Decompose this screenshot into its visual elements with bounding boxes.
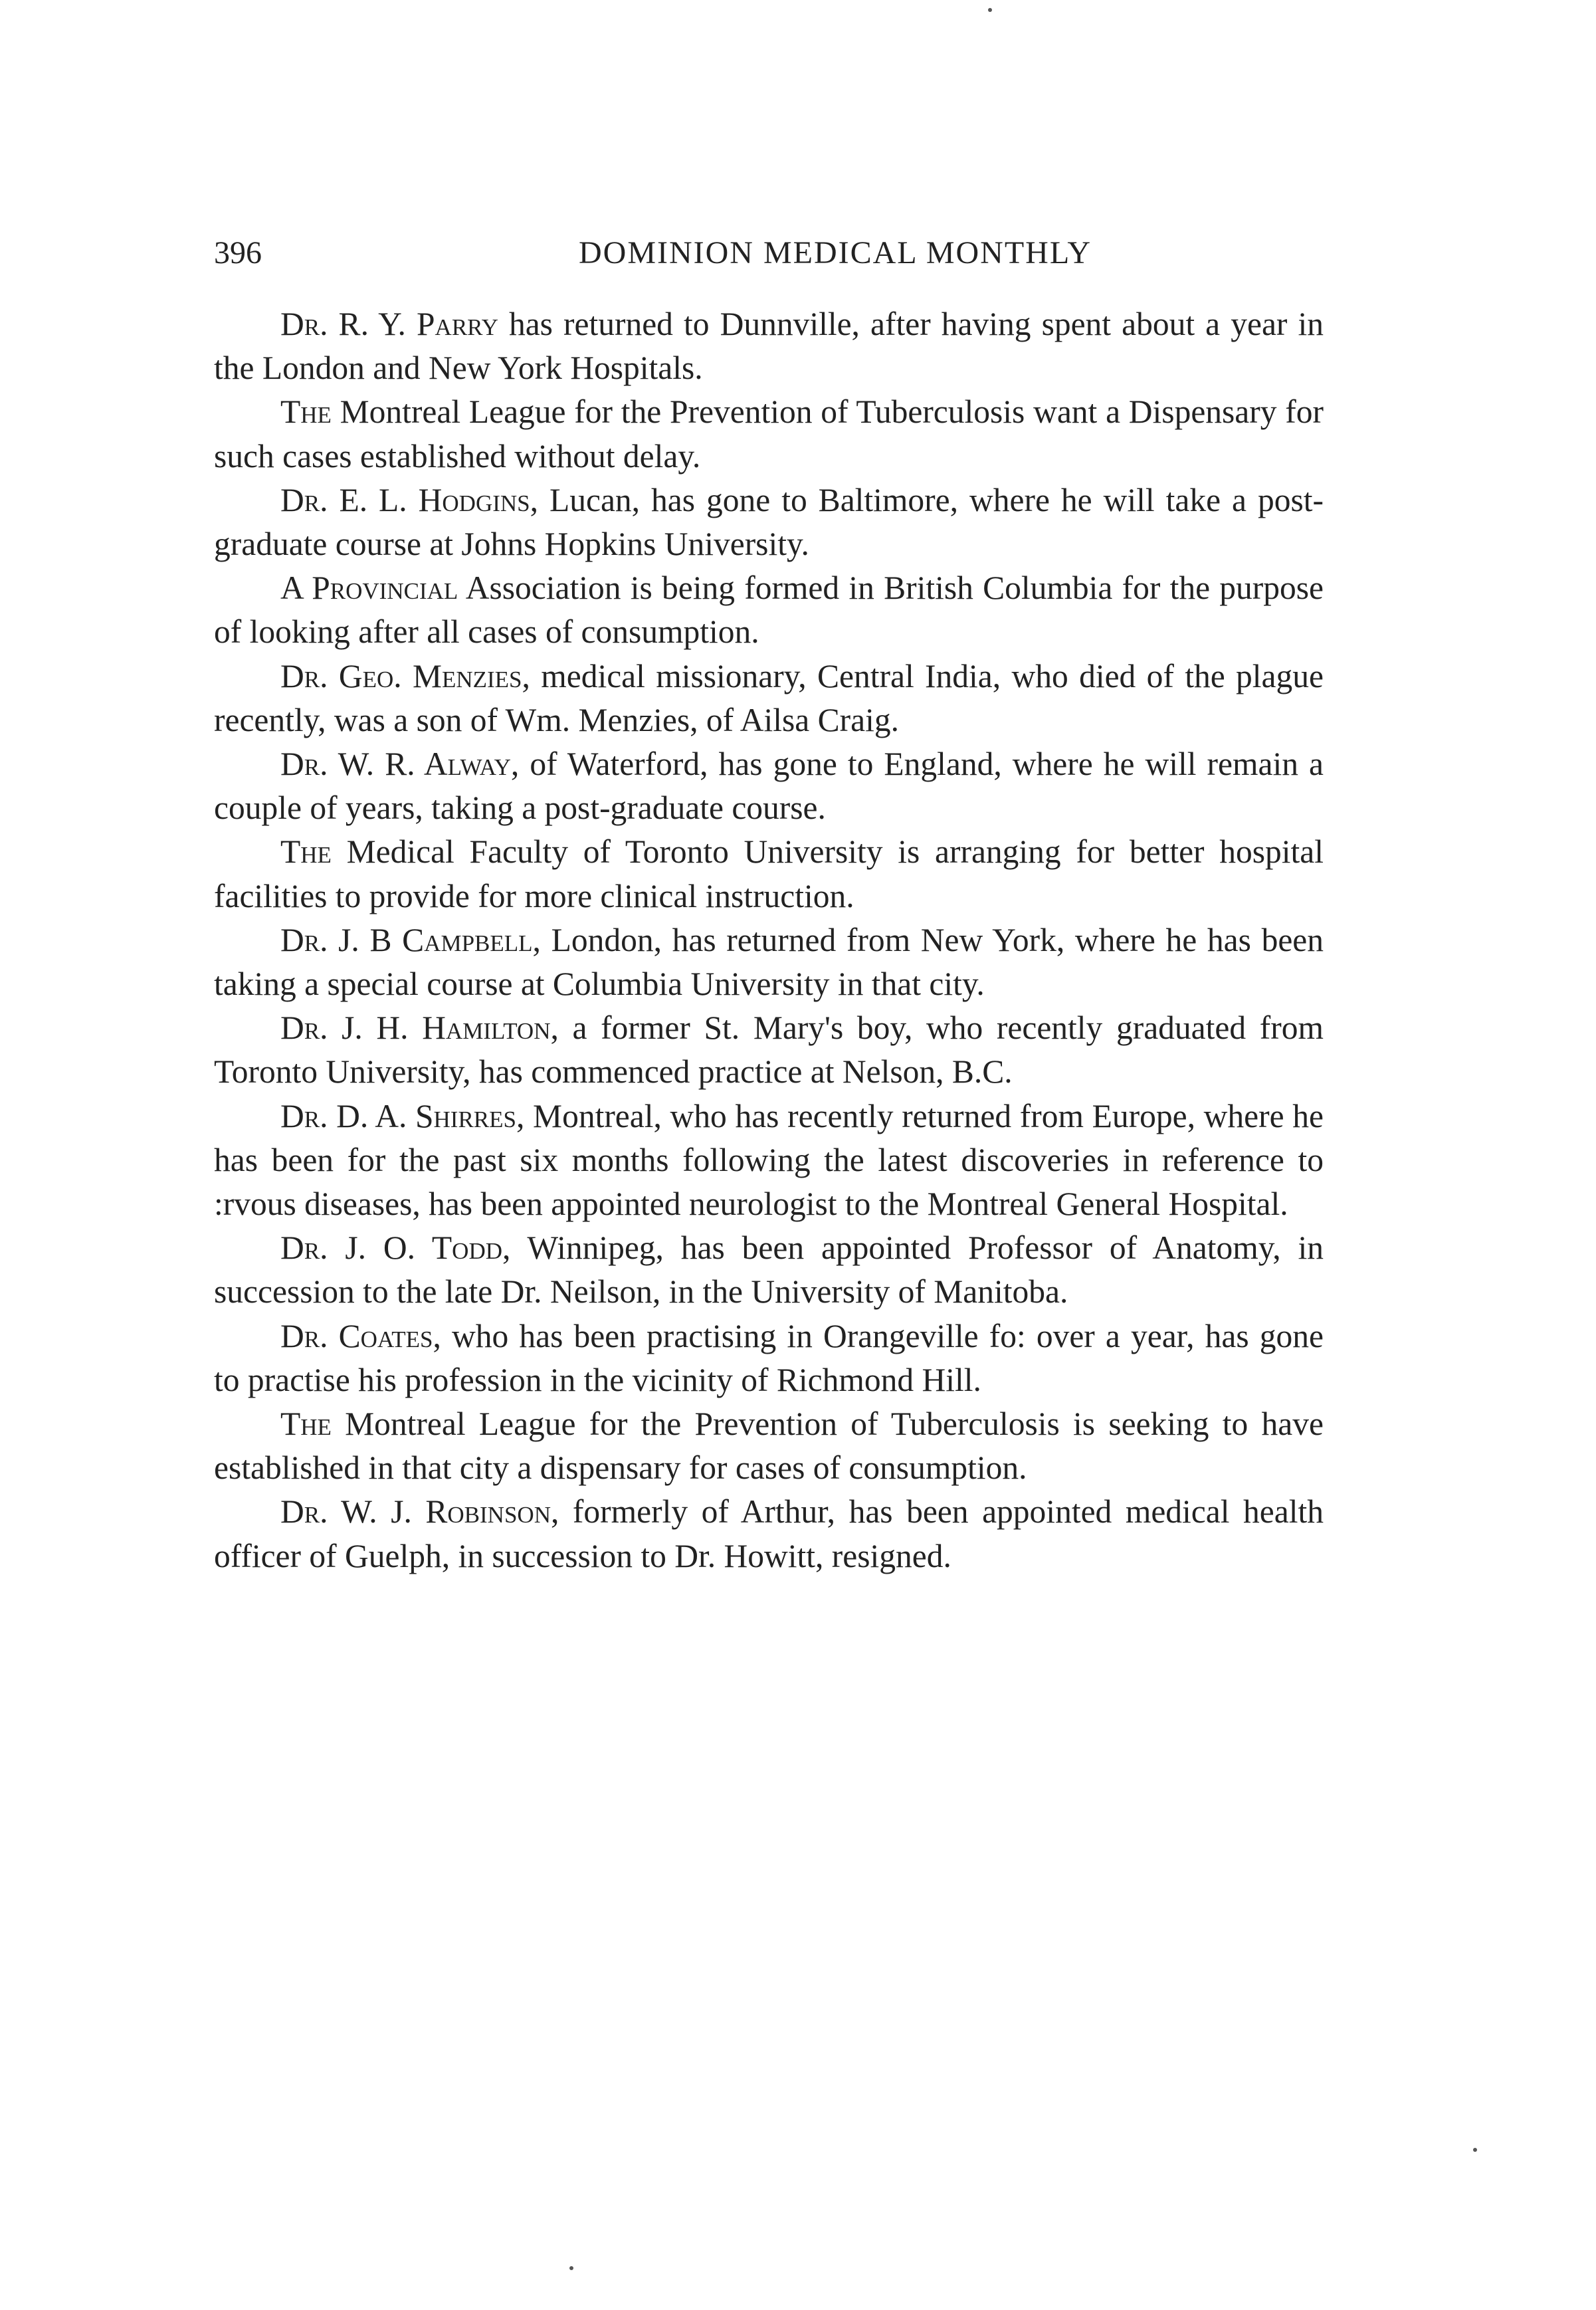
news-item [214,1006,1324,1094]
news-item-text: Lucan, has gone to Baltimore, where he will take a post-graduate course at Johns Hopkins University. [214,481,1324,563]
news-item [214,742,1324,830]
news-item [214,390,1324,478]
news-item-text: of Waterford, has gone to England, where he will remain a couple of years, taking a post-graduate course. [214,746,1324,827]
news-item-lead: Dr. W. R. Alway, [280,746,520,783]
news-item-lead: Dr. D. A. Shirres, [280,1097,525,1134]
news-item-lead: Dr. E. L. Hodgins, [280,481,538,518]
running-title: DOMINION MEDICAL MONTHLY [578,235,1092,270]
news-item [214,830,1324,918]
news-item-lead: The [280,1406,332,1443]
news-item-text: Montreal League for the Prevention of Tuberculosis want a Dispensary for such cases established without delay. [214,393,1324,474]
news-item-lead: Dr. Geo. Menzies, [280,657,530,694]
news-item [214,1490,1324,1578]
news-item-text: London, has returned from New York, where he has been taking a special course at Columbia University in that city. [214,921,1324,1003]
news-item [214,918,1324,1006]
news-item-text: formerly of Arthur, has been appointed medical health officer of Guelph, in succession to Dr. Howitt, resigned. [214,1493,1324,1574]
news-item [214,1314,1324,1402]
news-item-lead: Dr. J. B Campbell, [280,921,541,958]
news-item-text: has returned to Dunnville, after having spent about a year in the London and New York Hospitals. [214,306,1324,387]
news-item-lead: The [280,393,332,431]
news-item-text: who has been practising in Orangeville fo: over a year, has gone to practise his profession in the vicinity of Richmond Hill. [214,1317,1324,1398]
news-item [214,1095,1324,1227]
news-item-text: Medical Faculty of Toronto University is arranging for better hospital facilities to provide for more clinical instruction. [214,833,1324,914]
news-item [214,655,1324,742]
news-item [214,302,1324,390]
news-item-text: Montreal, who has recently returned from Europe, where he has been for the past six months following the latest discoveries in reference to :rvous diseases, has been appointed neurologist to the Montreal General Hospital. [214,1097,1324,1223]
news-item [214,1226,1324,1314]
news-item-text: Winnipeg, has been appointed Professor of Anatomy, in succession to the late Dr. Neilson, in the University of Manitoba. [214,1229,1324,1311]
news-items [214,302,1324,1578]
scan-speck [988,8,992,12]
news-item-lead: Dr. W. J. Robinson, [280,1493,559,1530]
page-header [214,230,1324,276]
page-number: 396 [214,235,262,270]
news-item-lead: A Provincial [280,570,458,607]
news-item-lead: Dr. R. Y. Parry [280,306,498,342]
news-item-lead: Dr. J. H. Hamilton, [280,1009,559,1047]
news-item [214,566,1324,654]
news-item-text: Association is being formed in British Columbia for the purpose of looking after all cases of consumption. [214,570,1324,651]
news-item-lead: Dr. J. O. Todd, [280,1229,511,1267]
scan-speck [1473,2148,1477,2152]
news-item-lead: Dr. Coates, [280,1317,441,1354]
news-item-text: a former St. Mary's boy, who recently graduated from Toronto University, has commenced practice at Nelson, B.C. [214,1009,1324,1091]
scan-speck [569,2266,573,2270]
news-item-text: medical missionary, Central India, who died of the plague recently, was a son of Wm. Menzies, of Ailsa Craig. [214,657,1324,738]
news-item-text: Montreal League for the Prevention of Tuberculosis is seeking to have established in that city a dispensary for cases of consumption. [214,1406,1324,1487]
news-item [214,1402,1324,1490]
news-item-lead: The [280,833,332,871]
news-item [214,478,1324,566]
